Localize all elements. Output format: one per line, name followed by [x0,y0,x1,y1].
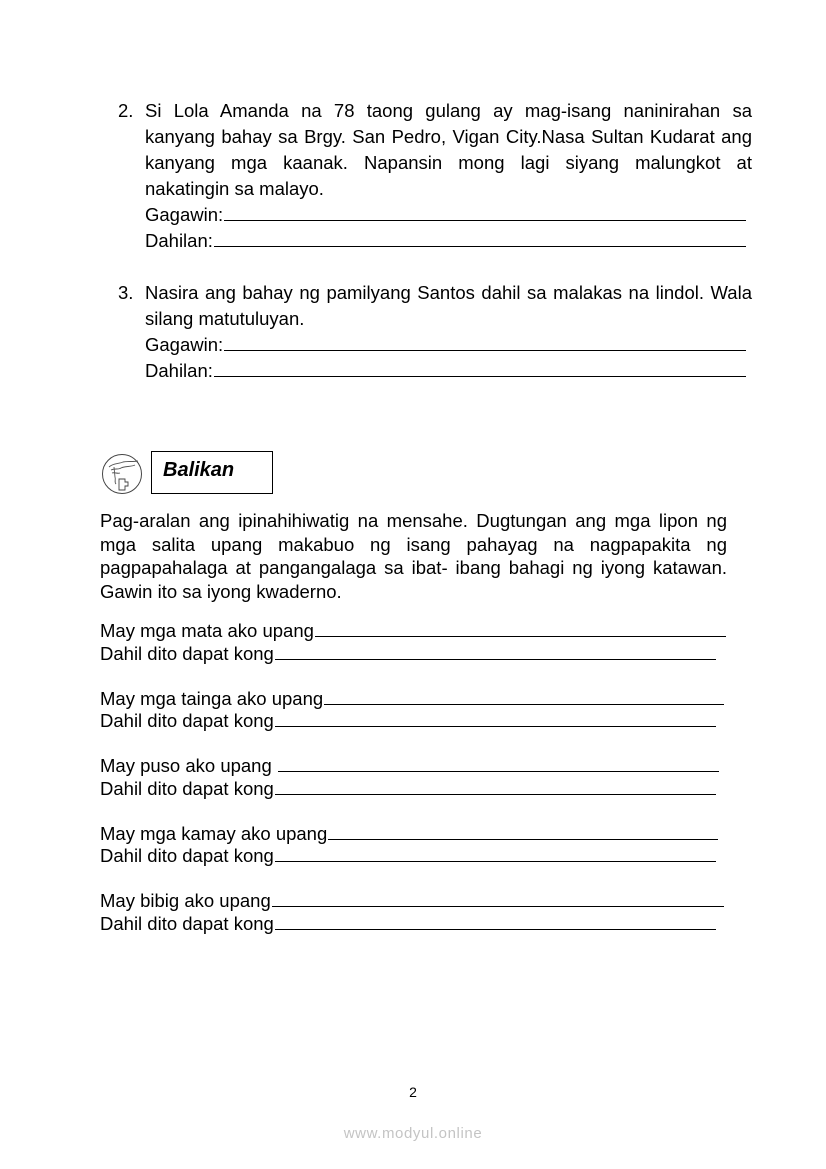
dahilan-line [145,228,746,254]
followup-blank[interactable] [275,643,716,660]
exercise-item-3 [118,280,752,384]
item-text: Nasira ang bahay ng pamilyang Santos dahil sa malakas na lindol. Wala silang matutuluyan. [145,282,752,329]
watermark: www.modyul.online [343,1125,483,1142]
prompt-blank[interactable] [278,755,719,772]
followup-blank[interactable] [275,710,716,727]
dahilan-label: Dahilan: [145,360,213,381]
sentence-pair-eyes [100,620,726,665]
followup-line [100,710,716,733]
exercise-item-2 [118,98,752,254]
gagawin-line [145,332,746,358]
followup-text: Dahil dito dapat kong [100,845,274,866]
prompt-text: May mga tainga ako upang [100,687,324,709]
prompt-line [100,755,719,778]
prompt-line [100,890,724,913]
section-title-box [151,451,273,494]
section-title: Balikan [163,459,235,481]
gagawin-label: Gagawin: [145,334,224,355]
prompt-text: May mga mata ako upang [100,620,314,641]
followup-line [100,778,716,801]
sentence-pair-hands [100,823,726,868]
gagawin-blank[interactable] [224,334,746,351]
sentence-pair-mouth [100,890,726,935]
dahilan-line [145,358,746,384]
followup-blank[interactable] [275,913,716,930]
prompt-blank[interactable] [324,688,724,705]
item-number: 3. [118,282,134,303]
followup-blank[interactable] [275,845,716,862]
gagawin-line [145,202,746,228]
prompt-blank[interactable] [315,620,726,637]
prompt-blank[interactable] [272,890,724,907]
sentence-pair-heart [100,755,726,800]
prompt-line [100,620,726,643]
followup-text: Dahil dito dapat kong [100,912,274,934]
page-number: 2 [409,1084,417,1100]
followup-line [100,845,716,868]
item-text: Si Lola Amanda na 78 taong gulang ay mag-isang naninirahan sa kanyang bahay sa Brgy. San Pedro, Vigan City.Nasa Sultan Kudarat ang kanyang mga kaanak. Napansin mong lagi siyang malungkot at nakatingin sa malayo. [145,100,752,199]
gagawin-label: Gagawin: [145,204,224,225]
dahilan-blank[interactable] [214,230,746,247]
followup-text: Dahil dito dapat kong [100,777,274,799]
hand-puzzle-icon [101,453,143,495]
sentence-completion-list [100,620,726,958]
prompt-blank[interactable] [328,823,718,840]
prompt-text: May puso ako upang [100,755,277,776]
prompt-text: May bibig ako upang [100,890,271,911]
prompt-line [100,688,724,711]
dahilan-blank[interactable] [214,360,746,377]
prompt-line [100,823,718,846]
followup-line [100,643,716,666]
item-number: 2. [118,100,134,121]
gagawin-blank[interactable] [224,204,746,221]
instructions-paragraph: Pag-aralan ang ipinahihiwatig na mensahe. Dugtungan ang mga lipon ng mga salita upang makabuo ng isang pahayag na nagpapakita ng pagpapahalaga at pangangalaga sa ibat- ibang bahagi ng iyong katawan. Gawin ito sa iyong kwaderno. [100,510,727,602]
followup-line [100,913,716,936]
followup-blank[interactable] [275,778,716,795]
dahilan-label: Dahilan: [145,230,213,251]
sentence-pair-ears [100,688,726,733]
followup-text: Dahil dito dapat kong [100,642,274,664]
prompt-text: May mga kamay ako upang [100,822,328,844]
followup-text: Dahil dito dapat kong [100,710,274,731]
